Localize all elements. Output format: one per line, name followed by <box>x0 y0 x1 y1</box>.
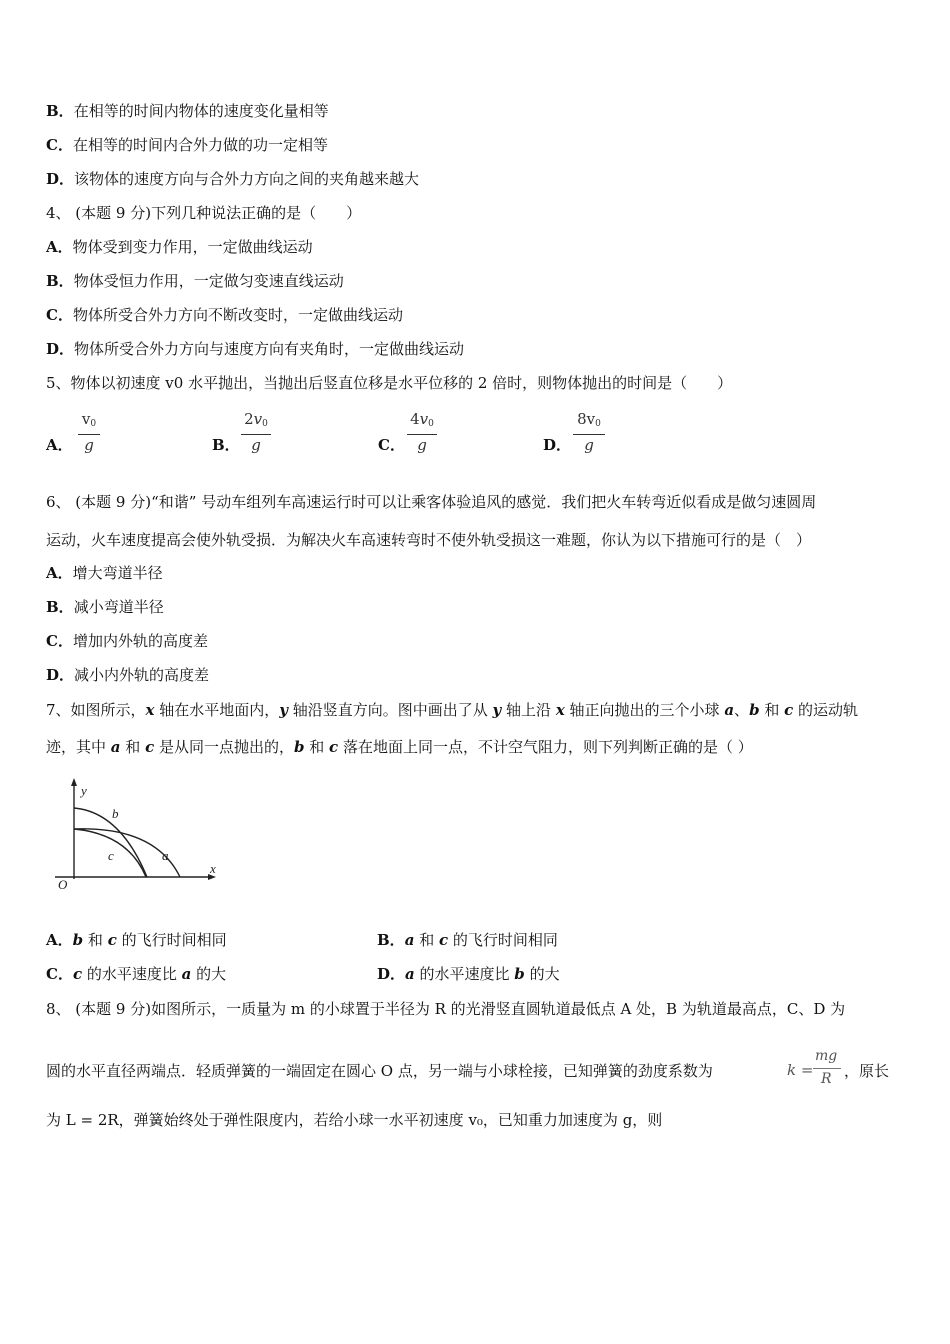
den: g <box>584 436 594 454</box>
option-label: B． <box>46 102 74 120</box>
option-label: C． <box>46 632 73 650</box>
text: 的水平速度比 <box>82 965 182 983</box>
var: a <box>110 738 121 756</box>
var: y <box>492 701 502 719</box>
q6-option-c <box>46 631 208 651</box>
text: 的水平速度比 <box>414 965 515 983</box>
option-label: C． <box>46 306 73 324</box>
sub: 0 <box>428 419 434 429</box>
text: 落在地面上同一点，不计空气阻力，则下列判断正确的是（ ） <box>338 738 753 756</box>
y-axis-label: y <box>81 783 87 798</box>
v: v <box>586 410 596 428</box>
curve-c-label: c <box>108 848 114 863</box>
option-text: 减小弯道半径 <box>73 598 164 616</box>
option-label: C． <box>46 965 73 983</box>
var: a <box>404 931 415 949</box>
var: c <box>438 931 449 949</box>
text: 和 <box>120 738 146 756</box>
q5-option-a-label: A． <box>46 436 73 454</box>
coef: 2 <box>244 410 254 428</box>
q4-option-a <box>46 237 313 257</box>
q8-stem-line3: 为 L = 2R，弹簧始终处于弹性限度内，若给小球一水平初速度 v₀，已知重力加速度为 g，则 <box>46 1111 663 1129</box>
q3-option-d <box>46 169 419 189</box>
var: y <box>279 701 288 719</box>
var: x <box>145 701 155 719</box>
q7-option-d <box>377 964 560 984</box>
option-label: D． <box>46 170 75 188</box>
sub: 0 <box>262 419 268 429</box>
var: c <box>72 965 83 983</box>
option-label: C． <box>46 136 73 154</box>
origin-label: O <box>58 877 68 892</box>
var: a <box>181 965 192 983</box>
q4-option-d <box>46 339 464 359</box>
curve-b <box>74 808 147 877</box>
q5-option-a-fraction <box>78 410 100 454</box>
curve-a-label: a <box>162 848 169 863</box>
option-text: 物体受恒力作用，一定做匀变速直线运动 <box>73 272 344 290</box>
text: 轴在水平地面内， <box>154 701 280 719</box>
var: c <box>784 701 794 719</box>
q7-stem-line2 <box>46 737 753 757</box>
q7-option-b <box>377 930 558 950</box>
q3-option-b <box>46 101 329 121</box>
text: 轴沿竖直方向。图中画出了从 <box>288 701 493 719</box>
var: a <box>724 701 735 719</box>
option-text: 减小内外轨的高度差 <box>74 666 210 684</box>
q5-option-b-label: B． <box>212 436 240 454</box>
den: g <box>417 436 427 454</box>
q8-stem-line1: 8、 (本题 9 分)如图所示，一质量为 m 的小球置于半径为 R 的光滑竖直圆轨道最低点 A 处，B 为轨道最高点，C、D 为 <box>46 1000 846 1018</box>
q6-stem-line1: 6、 (本题 9 分)“和谐” 号动车组列车高速运行时可以让乘客体验追风的感觉．我们把火车转弯近似看成是做匀速圆周 <box>46 493 817 511</box>
option-text: 物体受到变力作用，一定做曲线运动 <box>72 238 313 256</box>
text: 迹，其中 <box>46 738 111 756</box>
text: 和 <box>83 931 108 949</box>
var: c <box>107 931 117 949</box>
var: x <box>555 701 565 719</box>
option-text: 在相等的时间内物体的速度变化量相等 <box>73 102 329 120</box>
text: 是从同一点抛出的， <box>154 738 294 756</box>
q5-option-c-label: C． <box>378 436 405 454</box>
sub: 0 <box>595 419 601 429</box>
option-text: 该物体的速度方向与合外力方向之间的夹角越来越大 <box>74 170 420 188</box>
var: c <box>329 738 339 756</box>
var: b <box>293 738 305 756</box>
text: 的大 <box>191 965 227 983</box>
text: 和 <box>414 931 439 949</box>
text: 7、如图所示， <box>46 701 146 719</box>
den: g <box>84 436 94 454</box>
x-axis-label: x <box>210 861 216 876</box>
option-text: 物体所受合外力方向与速度方向有夹角时，一定做曲线运动 <box>74 340 465 358</box>
q5-stem: 5、物体以初速度 v0 水平抛出，当抛出后竖直位移是水平位移的 2 倍时，则物体抛出的时间是（ ） <box>46 374 733 392</box>
v: v <box>419 410 429 428</box>
option-label: D． <box>46 340 75 358</box>
var: b <box>514 965 525 983</box>
text: 的飞行时间相同 <box>116 931 227 949</box>
option-label: A． <box>46 564 73 582</box>
option-label: A． <box>46 238 73 256</box>
text: 轴正向抛出的三个小球 <box>564 701 725 719</box>
q3-option-c <box>46 135 328 155</box>
q8-stem-line2a: 圆的水平直径两端点．轻质弹簧的一端固定在圆心 O 点，另一端与小球栓接，已知弹簧的劲度系数为 <box>46 1062 713 1080</box>
text: 的飞行时间相同 <box>448 931 558 949</box>
q4-option-b <box>46 271 344 291</box>
option-label: D． <box>46 666 75 684</box>
var: a <box>405 965 415 983</box>
y-axis-arrow <box>71 778 77 786</box>
q7-trajectory-figure <box>50 776 230 896</box>
text: 的大 <box>524 965 560 983</box>
q8-stem-line2b: ，原长 <box>844 1062 890 1080</box>
text: 轴上沿 <box>501 701 556 719</box>
q6-stem-line2: 运动，火车速度提高会使外轨受损．为解决火车高速转弯时不使外轨受损这一难题，你认为以下措施可行的是（ ） <box>46 531 812 549</box>
q4-option-c <box>46 305 403 325</box>
q6-option-d <box>46 665 209 685</box>
var: c <box>145 738 155 756</box>
option-label: B． <box>46 598 74 616</box>
text: 和 <box>304 738 330 756</box>
k-lhs: k = <box>787 1061 814 1079</box>
q6-option-a <box>46 563 163 583</box>
var: b <box>749 701 760 719</box>
k-numerator: mg <box>815 1048 838 1064</box>
curve-b-label: b <box>112 806 119 821</box>
q5-option-d-label: D． <box>543 436 572 454</box>
option-label: D． <box>377 965 406 983</box>
option-label: B． <box>46 272 74 290</box>
v: v <box>81 410 91 428</box>
option-text: 物体所受合外力方向不断改变时，一定做曲线运动 <box>72 306 403 324</box>
q7-option-a <box>46 930 227 950</box>
q4-stem: 4、 (本题 9 分)下列几种说法正确的是（ ） <box>46 204 362 222</box>
k-denominator: R <box>821 1071 832 1087</box>
option-text: 增加内外轨的高度差 <box>72 632 208 650</box>
text: 的运动轨 <box>793 701 859 719</box>
den: g <box>251 436 261 454</box>
q5-option-b-fraction <box>241 410 271 454</box>
text: 、 <box>734 701 750 719</box>
coef: 4 <box>410 410 420 428</box>
text: 和 <box>759 701 785 719</box>
coef: 8 <box>577 410 587 428</box>
option-text: 在相等的时间内合外力做的功一定相等 <box>72 136 328 154</box>
q7-option-c <box>46 964 226 984</box>
q5-option-d-fraction <box>573 410 605 454</box>
var: b <box>72 931 84 949</box>
option-text: 增大弯道半径 <box>72 564 163 582</box>
spring-constant-formula <box>787 1048 847 1092</box>
q6-option-b <box>46 597 164 617</box>
q7-stem-line1 <box>46 700 858 720</box>
q5-option-c-fraction <box>407 410 437 454</box>
option-label: A． <box>46 931 73 949</box>
v: v <box>253 410 263 428</box>
sub: 0 <box>90 419 97 429</box>
option-label: B． <box>377 931 405 949</box>
